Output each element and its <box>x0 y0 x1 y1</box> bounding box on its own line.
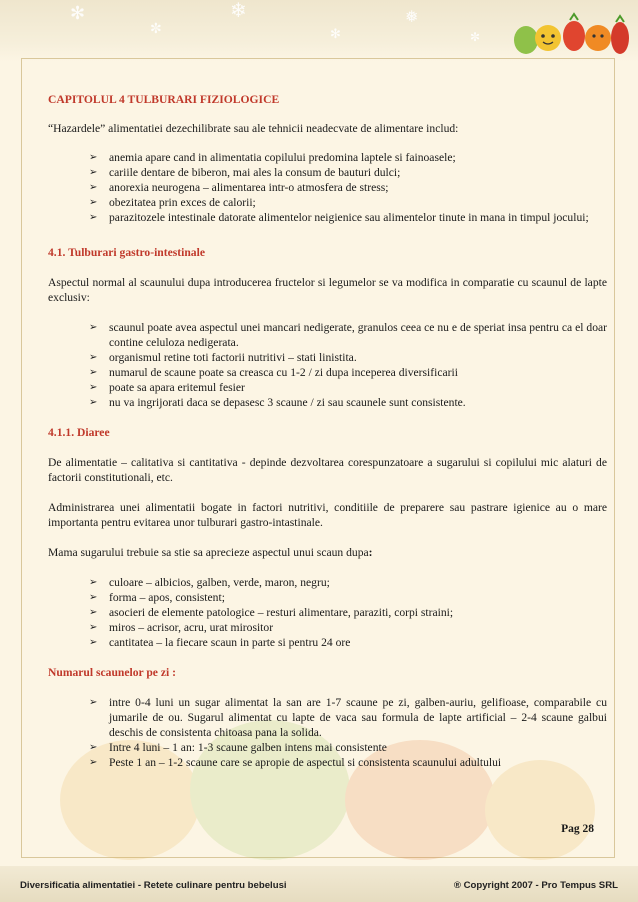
snowflake-icon: ❄ <box>230 0 247 22</box>
arrow-bullet-icon: ➢ <box>89 742 98 753</box>
list-item: ➢ intre 0-4 luni un sugar alimentat la san are 1-7 scaune pe zi, galben-auriu, gelifioase, comparabile cu jumarile de ou. Sugarul alimentat cu lapte de vaca sau formula de lapte artificial – 2-4 scaune galbui deschis de consistenta chitoasa pana la solida. <box>89 696 607 739</box>
stool-count-title: Numarul scaunelor pe zi : <box>48 666 176 679</box>
arrow-bullet-icon: ➢ <box>89 622 98 633</box>
list-item: ➢ anorexia neurogena – alimentarea intr-o atmosfera de stress; <box>89 181 389 194</box>
list-item: ➢ cantitatea – la fiecare scaun in parte si pentru 24 ore <box>89 636 351 649</box>
arrow-bullet-icon: ➢ <box>89 167 98 178</box>
arrow-bullet-icon: ➢ <box>89 637 98 648</box>
page-number: Pag 28 <box>561 823 594 835</box>
stool-criteria-list <box>48 575 607 650</box>
diarrhea-paragraph-3: Mama sugarului trebuie sa stie sa aprecieze aspectul unui scaun dupa: <box>48 546 373 559</box>
header-decoration <box>0 0 638 62</box>
footer-copyright: ® Copyright 2007 - Pro Tempus SRL <box>453 880 618 891</box>
stool-count-list <box>48 695 607 770</box>
snowflake-icon: ✻ <box>70 3 86 23</box>
arrow-bullet-icon: ➢ <box>89 607 98 618</box>
list-item: ➢ Peste 1 an – 1-2 scaune care se apropie de aspectul si consistenta scaunului adultului <box>89 756 502 769</box>
vegetables-illustration-icon <box>512 8 632 58</box>
arrow-bullet-icon: ➢ <box>89 577 98 588</box>
list-item: ➢ organismul retine toti factorii nutritivi – stati linistita. <box>89 351 357 364</box>
list-item: ➢ culoare – albicios, galben, verde, maron, negru; <box>89 576 330 589</box>
chapter-title: CAPITOLUL 4 TULBURARI FIZIOLOGICE <box>48 93 280 106</box>
list-item: ➢ anemia apare cand in alimentatia copilului predomina laptele si fainoasele; <box>89 151 456 164</box>
snowflake-icon: ✻ <box>330 26 341 41</box>
section-4-1-1-title: 4.1.1. Diaree <box>48 426 110 439</box>
list-item: ➢ nu va ingrijorati daca se depasesc 3 scaune / zi sau scaunele sunt consistente. <box>89 396 466 409</box>
arrow-bullet-icon: ➢ <box>89 382 98 393</box>
list-item: ➢ asocieri de elemente patologice – resturi alimentare, paraziti, corpi straini; <box>89 606 454 619</box>
stool-aspect-list <box>48 320 607 410</box>
arrow-bullet-icon: ➢ <box>89 697 98 708</box>
footer-book-title: Diversificatia alimentatiei - Retete culinare pentru bebelusi <box>20 880 287 891</box>
arrow-bullet-icon: ➢ <box>89 322 98 333</box>
snowflake-icon: ✼ <box>150 22 162 37</box>
snowflake-icon: ❅ <box>405 9 419 26</box>
footer <box>0 866 638 902</box>
arrow-bullet-icon: ➢ <box>89 352 98 363</box>
list-item: ➢ cariile dentare de biberon, mai ales la consum de bauturi dulci; <box>89 166 401 179</box>
arrow-bullet-icon: ➢ <box>89 212 98 223</box>
diarrhea-paragraph-1: De alimentatie – calitativa si cantitativa - depinde dezvoltarea corespunzatoare a sugarului si copilului mic alaturi de factorii constitutionali, etc. <box>48 456 607 484</box>
snowflake-icon: ✼ <box>470 30 481 44</box>
arrow-bullet-icon: ➢ <box>89 152 98 163</box>
arrow-bullet-icon: ➢ <box>89 367 98 378</box>
section-4-1-title: 4.1. Tulburari gastro-intestinale <box>48 246 205 259</box>
page-content <box>48 92 607 785</box>
list-item: ➢ forma – apos, consistent; <box>89 591 225 604</box>
list-item: ➢ numarul de scaune poate sa creasca cu 1-2 / zi dupa inceperea diversificarii <box>89 366 458 379</box>
list-item: ➢ miros – acrisor, acru, urat mirositor <box>89 621 274 634</box>
diarrhea-paragraph-2: Administrarea unei alimentatii bogate in factori nutritivi, conditiile de preparere sau pastrare igienice au o mare importanta pentru evitarea unor tulburari gastro-intastinale. <box>48 501 607 529</box>
arrow-bullet-icon: ➢ <box>89 757 98 768</box>
list-item: ➢ obezitatea prin exces de calorii; <box>89 196 256 209</box>
arrow-bullet-icon: ➢ <box>89 182 98 193</box>
arrow-bullet-icon: ➢ <box>89 397 98 408</box>
list-item: ➢ poate sa apara eritemul fesier <box>89 381 245 394</box>
list-item: ➢ Intre 4 luni – 1 an: 1-3 scaune galben intens mai consistente <box>89 741 387 754</box>
list-item: ➢ scaunul poate avea aspectul unei mancari nedigerate, granulos ceea ce nu e de speriat insa pentru ca el doar contine celuloza nedigerata. <box>89 321 607 349</box>
section-4-1-paragraph: Aspectul normal al scaunului dupa introducerea fructelor si legumelor se va modifica in comparatie cu scaunul de lapte exclusiv: <box>48 276 607 304</box>
intro-paragraph: “Hazardele” alimentatiei dezechilibrate sau ale tehnicii neadecvate de alimentare includ: <box>48 122 459 135</box>
arrow-bullet-icon: ➢ <box>89 197 98 208</box>
arrow-bullet-icon: ➢ <box>89 592 98 603</box>
hazard-list <box>48 150 607 225</box>
list-item: ➢ parazitozele intestinale datorate alimentelor neigienice sau alimentelor tinute in mana in timpul jocului; <box>89 211 589 224</box>
